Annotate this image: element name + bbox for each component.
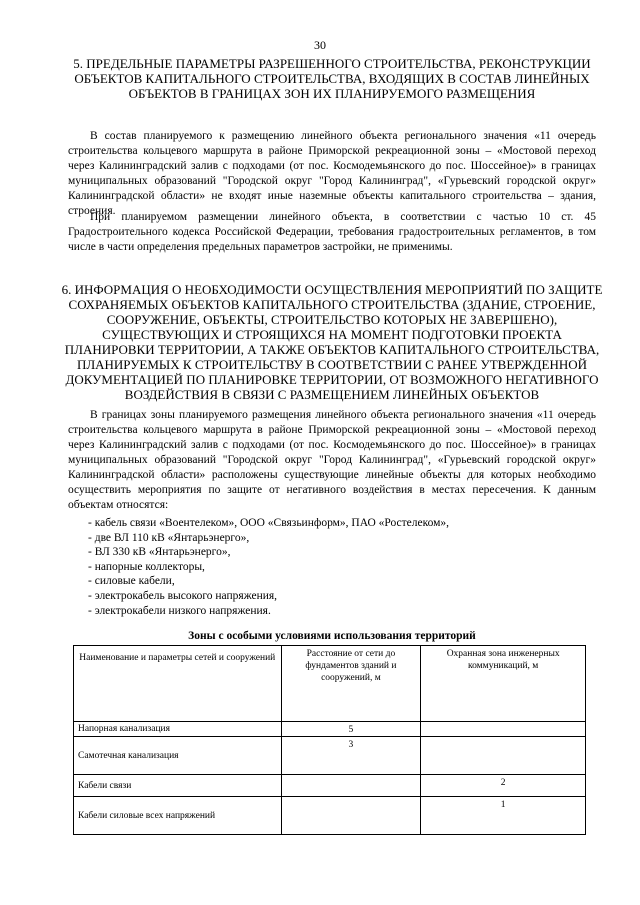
list-item: - электрокабель высокого напряжения,	[88, 589, 449, 604]
zones-table	[73, 645, 586, 835]
section-5-heading: 5. ПРЕДЕЛЬНЫЕ ПАРАМЕТРЫ РАЗРЕШЕННОГО СТРОИТЕЛЬСТВА, РЕКОНСТРУКЦИИ ОБЪЕКТОВ КАПИТАЛЬНОГО СТРОИТЕЛЬСТВА, ВХОДЯЩИХ В СОСТАВ ЛИНЕЙНЫХ ОБЪЕКТОВ В ГРАНИЦАХ ЗОН ИХ ПЛАНИРУЕМОГО РАЗМЕЩЕНИЯ	[73, 56, 591, 101]
list-item: - ВЛ 330 кВ «Янтарьэнерго»,	[88, 545, 449, 560]
table-header-cell: Расстояние от сети до фундаментов зданий и сооружений, м	[281, 646, 421, 722]
table-cell: 3	[281, 737, 421, 775]
table-cell	[421, 722, 586, 737]
affected-objects-list	[88, 516, 449, 618]
table-cell	[281, 797, 421, 835]
list-item: - силовые кабели,	[88, 574, 449, 589]
table-cell: 1	[421, 797, 586, 835]
table-row	[74, 722, 586, 737]
table-cell	[281, 775, 421, 797]
table-row	[74, 797, 586, 835]
table-cell: Кабели силовые всех напряжений	[74, 797, 282, 835]
list-item: - кабель связи «Воентелеком», ООО «Связьинформ», ПАО «Ростелеком»,	[88, 516, 449, 531]
table-header-cell: Охранная зона инженерных коммуникаций, м	[421, 646, 586, 722]
list-item: - напорные коллекторы,	[88, 560, 449, 575]
table-row	[74, 775, 586, 797]
section-5-paragraph-1: В состав планируемого к размещению линейного объекта регионального значения «11 очередь строительства кольцевого маршрута в районе Приморской рекреационной зоны – «Мостовой переход через Калининградский залив с подходами (от пос. Космодемьянского до пос. Шоссейное)» в границах муниципальных образований "Городской округ "Город Калининград", «Гурьевский городской округ» Калининградской области» не входят иные наземные объекты капитального строительства – здания, строения.	[68, 130, 596, 217]
table-row	[74, 737, 586, 775]
page-number: 30	[314, 38, 326, 52]
list-item: - две ВЛ 110 кВ «Янтарьэнерго»,	[88, 531, 449, 546]
table-cell: 2	[421, 775, 586, 797]
table-header-cell: Наименование и параметры сетей и сооружений	[74, 646, 282, 722]
table-title: Зоны с особыми условиями использования территорий	[188, 630, 476, 642]
table-cell: Напорная канализация	[74, 722, 282, 737]
section-5-paragraph-2: При планируемом размещении линейного объекта, в соответствии с частью 10 ст. 45 Градостроительного кодекса Российской Федерации, требования градостроительных регламентов, в том числе в части определения предельных параметров застройки, не применимы.	[68, 211, 596, 253]
table-cell: 5	[281, 722, 421, 737]
section-6-paragraph-1: В границах зоны планируемого размещения линейного объекта регионального значения «11 очередь строительства кольцевого маршрута в районе Приморской рекреационной зоны – «Мостовой переход через Калининградский залив с подходами (от пос. Космодемьянского до пос. Шоссейное)» в границах муниципальных образований "Городской округ "Город Калининград", «Гурьевский городской округ» Калининградской области» расположены существующие линейные объекты для которых необходимо осуществить мероприятия по защите от негативного воздействия в местах пересечения. К данным объектам относятся:	[68, 409, 596, 511]
section-6-heading: 6. ИНФОРМАЦИЯ О НЕОБХОДИМОСТИ ОСУЩЕСТВЛЕНИЯ МЕРОПРИЯТИЙ ПО ЗАЩИТЕ СОХРАНЯЕМЫХ ОБЪЕКТОВ КАПИТАЛЬНОГО СТРОИТЕЛЬСТВА (ЗДАНИЕ, СТРОЕНИЕ, СООРУЖЕНИЕ, ОБЪЕКТЫ, СТРОИТЕЛЬСТВО КОТОРЫХ НЕ ЗАВЕРШЕНО), СУЩЕСТВУЮЩИХ И СТРОЯЩИХСЯ НА МОМЕНТ ПОДГОТОВКИ ПРОЕКТА ПЛАНИРОВКИ ТЕРРИТОРИИ, А ТАКЖЕ ОБЪЕКТОВ КАПИТАЛЬНОГО СТРОИТЕЛЬСТВА, ПЛАНИРУЕМЫХ К СТРОИТЕЛЬСТВУ В СООТВЕТСТВИИ С РАНЕЕ УТВЕРЖДЕННОЙ ДОКУМЕНТАЦИЕЙ ПО ПЛАНИРОВКЕ ТЕРРИТОРИИ, ОТ ВОЗМОЖНОГО НЕГАТИВНОГО ВОЗДЕЙСТВИЯ В СВЯЗИ С РАЗМЕЩЕНИЕМ ЛИНЕЙНЫХ ОБЪЕКТОВ	[61, 282, 603, 402]
table-header-row	[74, 646, 586, 722]
table-cell	[421, 737, 586, 775]
table-cell: Самотечная канализация	[74, 737, 282, 775]
list-item: - электрокабели низкого напряжения.	[88, 604, 449, 619]
table-cell: Кабели связи	[74, 775, 282, 797]
